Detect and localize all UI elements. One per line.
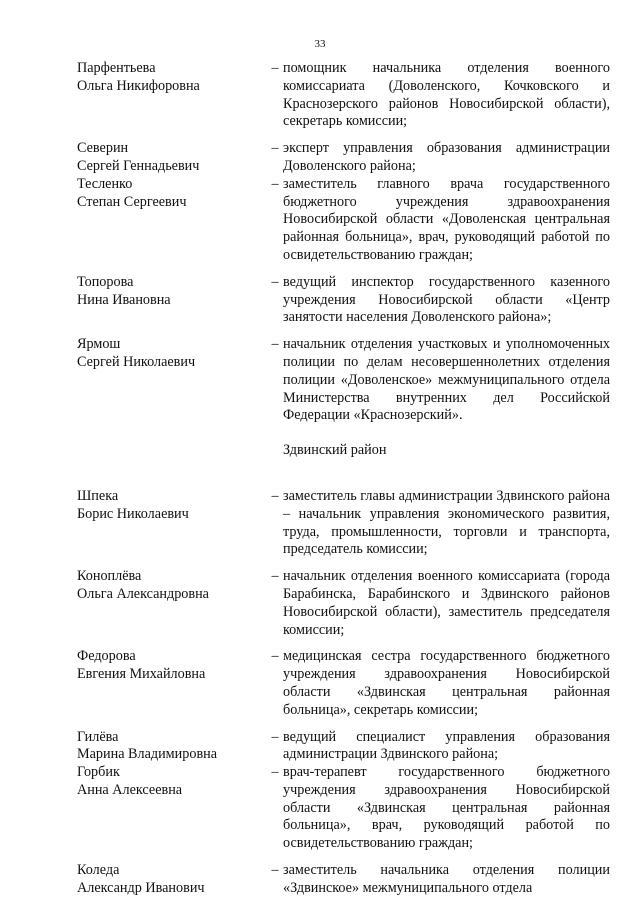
- dash-separator: –: [271, 764, 279, 781]
- member-given-names: Евгения Михайловна: [77, 666, 206, 683]
- member-surname: Парфентьева: [77, 60, 156, 76]
- member-name: [77, 336, 267, 425]
- member-surname: Коноплёва: [77, 568, 142, 585]
- member-surname: Гилёва: [77, 728, 119, 745]
- member-surname: Коледа: [77, 862, 120, 879]
- member-entry: [77, 60, 611, 131]
- member-name: [77, 568, 267, 639]
- member-role: врач-терапевт государственного бюджетного учреждения здравоохранения Новосибирской области «Здвинская центральная районная больница», врач, руководящий работой по освидетельствованию граждан;: [283, 764, 610, 852]
- member-role: ведущий инспектор государственного казенного учреждения Новосибирской области «Центр занятости населения Доволенского района»;: [283, 273, 610, 326]
- member-name: [77, 729, 267, 765]
- member-given-names: Борис Николаевич: [77, 505, 189, 522]
- dash-separator: –: [271, 728, 279, 745]
- member-role: начальник отделения участковых и уполномоченных полиции по делам несовершеннолетних отделения полиции «Доволенское» межмуниципального отдела Министерства внутренних дел Российской Федерации «Краснозерский».: [283, 336, 610, 424]
- member-entry: [77, 274, 611, 327]
- member-surname: Горбик: [77, 764, 120, 781]
- member-name: [77, 140, 267, 176]
- member-entry: [77, 568, 611, 639]
- member-given-names: Марина Владимировна: [77, 746, 218, 763]
- dash-separator: –: [271, 140, 279, 157]
- member-name: [77, 862, 267, 898]
- member-role: эксперт управления образования администрации Доволенского района;: [283, 140, 610, 174]
- member-given-names: Степан Сергеевич: [77, 193, 187, 210]
- member-surname: Федорова: [77, 648, 136, 665]
- member-entry: [77, 140, 611, 176]
- member-entry: [77, 862, 611, 898]
- member-given-names: Александр Иванович: [77, 879, 205, 896]
- member-entry: [77, 729, 611, 765]
- member-entry: [77, 176, 611, 265]
- member-role: заместитель начальника отделения полиции «Здвинское» межмуниципального отдела: [283, 862, 610, 896]
- member-entry: [77, 648, 611, 719]
- member-given-names: Сергей Николаевич: [77, 353, 196, 370]
- district-heading: Здвинский район: [283, 442, 387, 459]
- member-name: [77, 274, 267, 327]
- dash-separator: –: [271, 862, 279, 879]
- member-given-names: Анна Алексеевна: [77, 781, 183, 798]
- commission-member-list: [77, 60, 611, 898]
- member-role: ведущий специалист управления образования администрации Здвинского района;: [283, 728, 610, 763]
- member-given-names: Ольга Александровна: [77, 585, 209, 602]
- member-entry: [77, 764, 611, 853]
- dash-separator: –: [271, 648, 279, 665]
- dash-separator: –: [271, 487, 279, 504]
- page-number: 33: [314, 38, 326, 50]
- member-given-names: Нина Ивановна: [77, 291, 171, 308]
- member-entry: [77, 488, 611, 559]
- member-surname: Топорова: [77, 273, 134, 290]
- dash-separator: –: [271, 336, 279, 353]
- dash-separator: –: [271, 60, 279, 76]
- dash-separator: –: [271, 568, 279, 585]
- member-given-names: Ольга Никифоровна: [77, 77, 200, 94]
- dash-separator: –: [271, 175, 279, 192]
- member-name: [77, 60, 267, 131]
- member-role: помощник начальника отделения военного комиссариата (Доволенского, Кочковского и Краснозерского районов Новосибирской области), секретарь комиссии;: [283, 60, 610, 130]
- member-role: начальник отделения военного комиссариата (города Барабинска, Барабинского и Здвинского районов Новосибирской области), заместитель председателя комиссии;: [283, 568, 610, 638]
- member-surname: Ярмош: [77, 336, 121, 353]
- member-role: заместитель главного врача государственного бюджетного учреждения здравоохранения Новосибирской области «Доволенская центральная районная больница», врач, руководящий работой по освидетельствованию граждан;: [283, 175, 610, 263]
- member-name: [77, 764, 267, 853]
- member-name: [77, 648, 267, 719]
- member-entry: [77, 336, 611, 425]
- member-name: [77, 176, 267, 265]
- member-name: [77, 488, 267, 559]
- member-surname: Шпека: [77, 487, 119, 504]
- member-surname: Тесленко: [77, 175, 133, 192]
- member-role: заместитель главы администрации Здвинского района – начальник управления экономического развития, труда, промышленности, торговли и транспорта, председатель комиссии;: [283, 487, 610, 558]
- member-role: медицинская сестра государственного бюджетного учреждения здравоохранения Новосибирской области «Здвинская центральная районная больница», секретарь комиссии;: [283, 648, 610, 718]
- member-surname: Северин: [77, 140, 129, 157]
- member-given-names: Сергей Геннадьевич: [77, 157, 200, 174]
- dash-separator: –: [271, 273, 279, 290]
